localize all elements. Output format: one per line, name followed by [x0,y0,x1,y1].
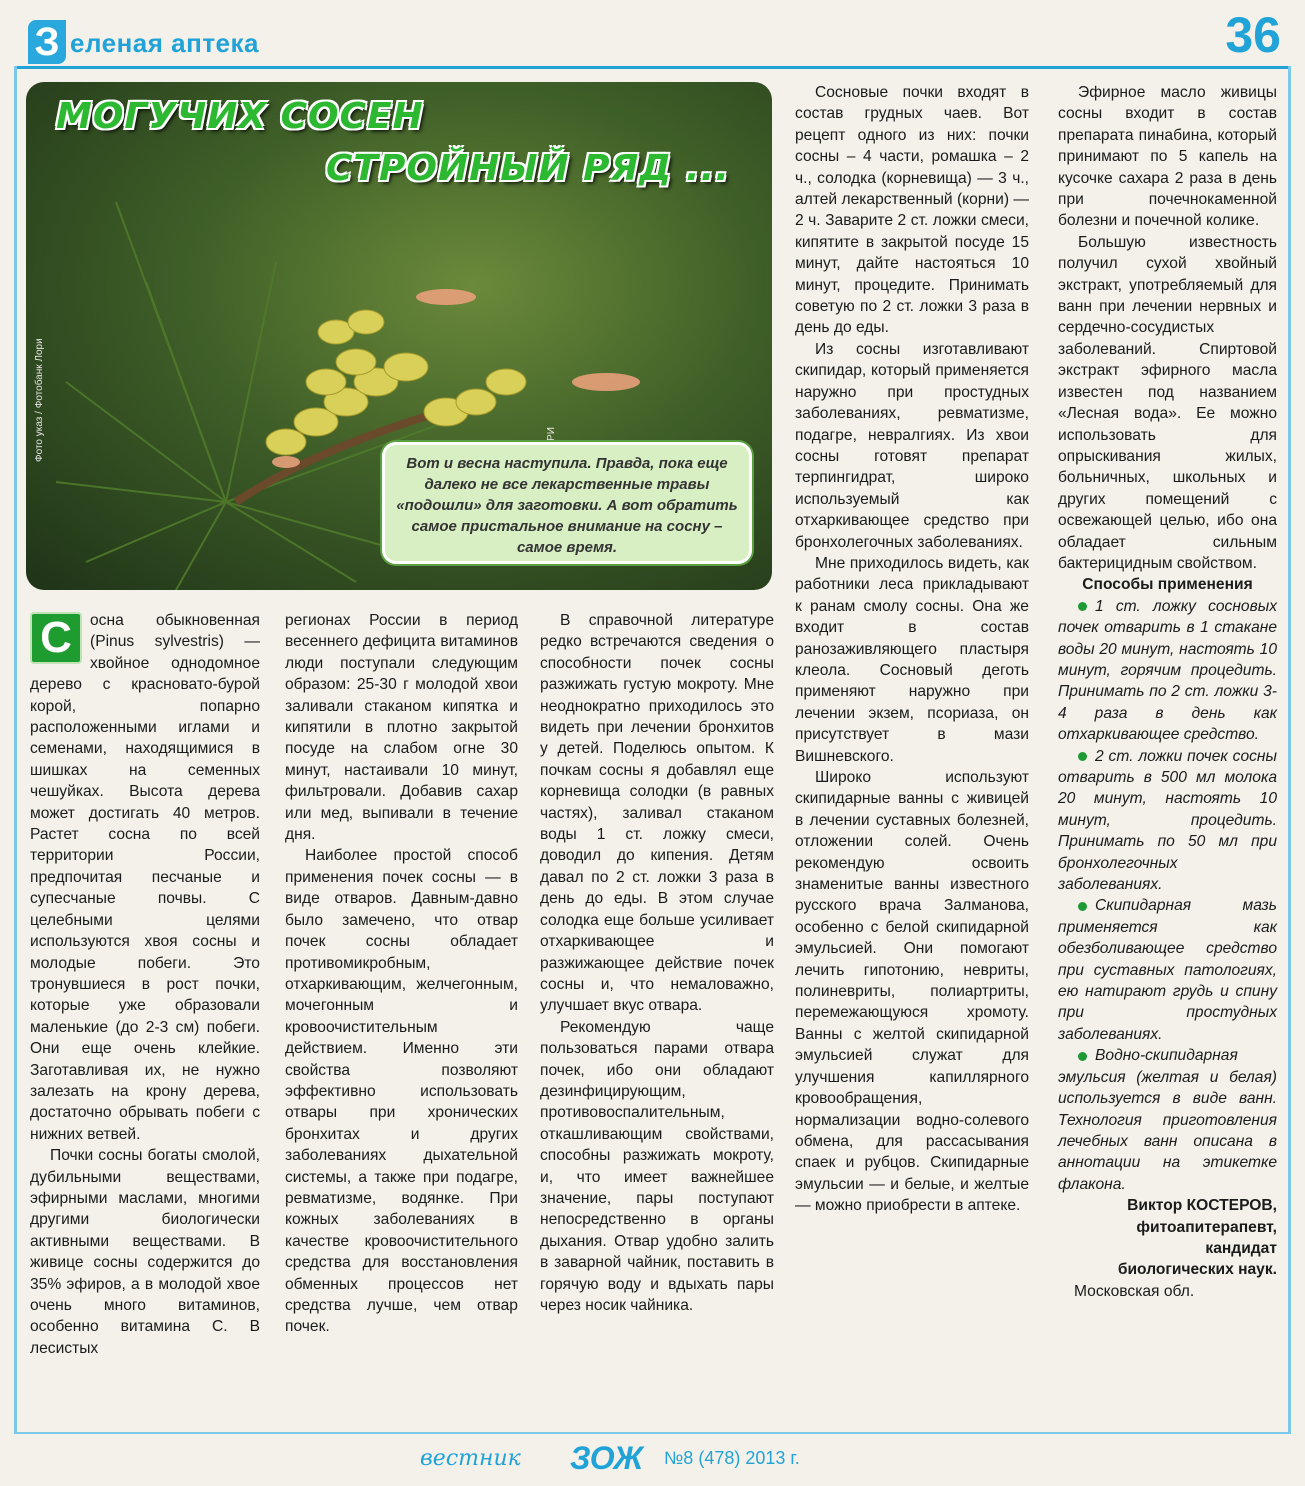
recipe-item [1058,596,1277,746]
recipe-item [1058,895,1277,1045]
paragraph: В справочной литературе редко встречаются сведения о способности почек сосны разжижать густую мокроту. Мне неоднократно приходилось это видеть при лечении бронхитов у детей. Поделюсь опытом. К почкам сосны я добавлял еще корневища солодки (в равных частях), заливал стаканом воды 1 ст. ложку смеси, доводил до кипения. Детям давал по 2 ст. ложки 3 раза в день до еды. В этом случае солодка еще больше усиливает отхаркивающее и разжижающее действие почек сосны и, что немаловажно, улучшает вкус отвара. [540,612,774,1015]
rubric-title: еленая аптека [70,28,259,58]
bullet-icon [1078,602,1087,611]
paragraph: Широко используют скипидарные ванны с живицей в лечении суставных болезней, отложении солей. Очень рекомендую освоить знаменитые ванны известного русского врача Залманова, особенно с белой скипидарной эмульсией. Они помогают лечить гипотонию, невриты, полиневриты, полиартриты, перемежающуюся хромоту. Ванны с желтой скипидарной эмульсией служат для улучшения капиллярного кровообращения, нормализации водно-солевого обмена, для рассасывания спаек и рубцов. Скипидарные эмульсии — и белые, и желтые — можно приобрести в аптеке. [795,769,1029,1215]
page-number: 36 [1225,7,1281,63]
footer-vestnik: вестник [420,1446,521,1471]
header-rule [14,66,1290,69]
footer-logo: ЗОЖ [570,1440,644,1476]
paragraph: Сосновые почки входят в состав грудных чаев. Вот рецепт одного из них: почки сосны – 4 части, ромашка – 2 ч., солодка (корневища) — 3 ч., алтей лекарственный (корни) — 2 ч. Заварите 2 ст. ложки смеси, кипятите в закрытой посуде 15 минут, дайте настояться 10 минут, процедите. Принимать советую по 2 ст. ложки 3 раза в день до еды. [795,84,1029,337]
intro-box: Вот и весна наступила. Правда, пока еще далеко не все лекарственные травы «подошли» для заготовки. А вот обратить самое пристальное внимание на сосну – самое время. [382,442,752,564]
paragraph: Эфирное масло живицы сосны входит в состав препарата пинабина, который принимают по 5 капель на кусочке сахара 2 раза в день при почечнокаменной болезни и почечной колике. [1058,84,1277,230]
footer-issue: №8 (478) 2013 г. [664,1448,800,1468]
article-column-2 [285,610,518,1338]
author-region: Московская обл. [1074,1282,1195,1300]
photo-credit: Фото указ / Фотобанк Лори [34,338,45,462]
recipe-item [1058,1045,1277,1195]
bullet-icon [1078,752,1087,761]
author-name: Виктор КОСТЕРОВ, [1127,1197,1277,1215]
recipe-text: 1 ст. ложку сосновых почек отварить в 1 стакане воды 20 минут, настоять 10 минут, горячим процедить. Принимать по 2 ст. ложки 3-4 раза в день как отхаркивающее средство. [1058,597,1277,744]
author-title: фитоапитерапевт, [1136,1218,1277,1236]
paragraph: регионах России в период весеннего дефицита витаминов люди поступали следующим образом: 25-30 г молодой хвои заливали стаканом кипятка и кипятили в плотно закрытой посуде на слабом огне 30 минут, настаивали 10 минут, фильтровали. Добавив сахар или мед, выпивали в течение дня. [285,612,518,844]
recipe-item [1058,746,1277,896]
drop-cap: С [30,612,82,664]
frame-right [1288,66,1291,1434]
paragraph: Рекомендую чаще пользоваться парами отвара почек, ибо они обладают дезинфицирующим, противовоспалительным, откашливающим свойствами, способны разжижать мокроту, и, что имеет важнейшее значение, пары поступают непосредственно в органы дыхания. Отвар удобно залить в заварной чайник, поставить в горячую воду и вдыхать пары через носик чайника. [540,1018,774,1314]
headline-line-1: МОГУЧИХ СОСЕН [56,96,424,137]
paragraph: Наиболее простой способ применения почек сосны — в виде отваров. Давным-давно было замечено, что отвар почек сосны обладает противомикробным, отхаркивающим, желчегонным, мочегонным и кровоочистительным действием. Именно эти свойства позволяют эффективно использовать отвары при хронических бронхитах и других заболеваниях дыхательной системы, а также при подагре, ревматизме, водянке. При кожных заболеваниях в качестве кровоочистительного средства для восстановления обменных процессов нет средства лучше, чем отвар почек. [285,847,518,1336]
recipe-text: 2 ст. ложки почек сосны отварить в 500 мл молока 20 минут, настоять 10 минут, процедить. Принимать по 50 мл при бронхолегочных заболеваниях. [1058,747,1277,894]
article-column-3 [540,610,774,1316]
rubric-initial: З [28,20,66,64]
recipe-text: Скипидарная мазь применяется как обезболивающее средство при суставных патологиях, ею натирают грудь и спину при простудных заболеваниях. [1058,897,1277,1043]
paragraph: Большую известность получил сухой хвойный экстракт, употребляемый для ванн при лечении нервных и сердечно-сосудистых заболеваний. Спиртовой экстракт эфирного масла известен под названием «Лесная вода». Ее можно использовать для опрыскивания жилых, больничных, школьных и других помещений с освежающей целью, ибо она обладает сильным бактерицидным свойством. [1058,233,1277,572]
recipe-text: Водно-скипидарная эмульсия (желтая и белая) используется в виде ванн. Технология приготовления лечебных ванн описана в аннотации на этикетке флакона. [1058,1047,1277,1193]
author-title: кандидат [1205,1239,1277,1257]
frame-left [14,66,17,1434]
frame-bottom [14,1432,1290,1434]
headline-line-2: СТРОЙНЫЙ РЯД ... [326,148,730,189]
paragraph: осна обыкновенная (Pinus sylvestris) — хвойное однодомное дерево с красновато-бурой корой, попарно расположенными иглами и семенами, находящимися в шишках на семенных чешуйках. Высота дерева может достигать 40 метров. Растет сосна по всей территории России, предпочитая песчаные и супесчаные почвы. С целебными целями используются хвоя сосны и молодые побеги. Это тронувшиеся в рост почки, которые уже образовали маленькие (до 2-3 см) побеги. Они еще очень клейкие. Заготавливая их, не нужно залезать на крону дерева, достаточно обрывать побеги с нижних ветвей. [30,612,260,1143]
author-title: биологических наук. [1117,1261,1277,1279]
bullet-icon [1078,902,1087,911]
section-subhead: Способы применения [1082,576,1253,594]
paragraph: Из сосны изготавливают скипидар, который применяется наружно при простудных заболеваниях, ревматизме, подагре, невралгиях. Из хвои сосны готовят препарат терпингидрат, широко используемый как отхаркивающее средство при бронхолегочных заболеваниях. [795,340,1029,551]
page-footer [420,1440,840,1476]
article-column-1 [30,610,260,1359]
bullet-icon [1078,1052,1087,1061]
article-column-4 [795,82,1029,1217]
page-header [0,0,1305,70]
pine-photo [26,82,772,590]
article-column-5 [1058,82,1277,1302]
paragraph: Почки сосны богаты смолой, дубильными веществами, эфирными маслами, многими другими биологически активными веществами. В живице сосны содержится до 35% эфиров, а в молодой хвое очень много витаминов, особенно витамина С. В лесистых [30,1147,260,1357]
paragraph: Мне приходилось видеть, как работники леса прикладывают к ранам смолу сосны. Она же входит в состав ранозаживляющего пластыря клеола. Сосновый деготь применяют наружно при лечении экзем, псориаза, он присутствует в мази Вишневского. [795,554,1029,765]
